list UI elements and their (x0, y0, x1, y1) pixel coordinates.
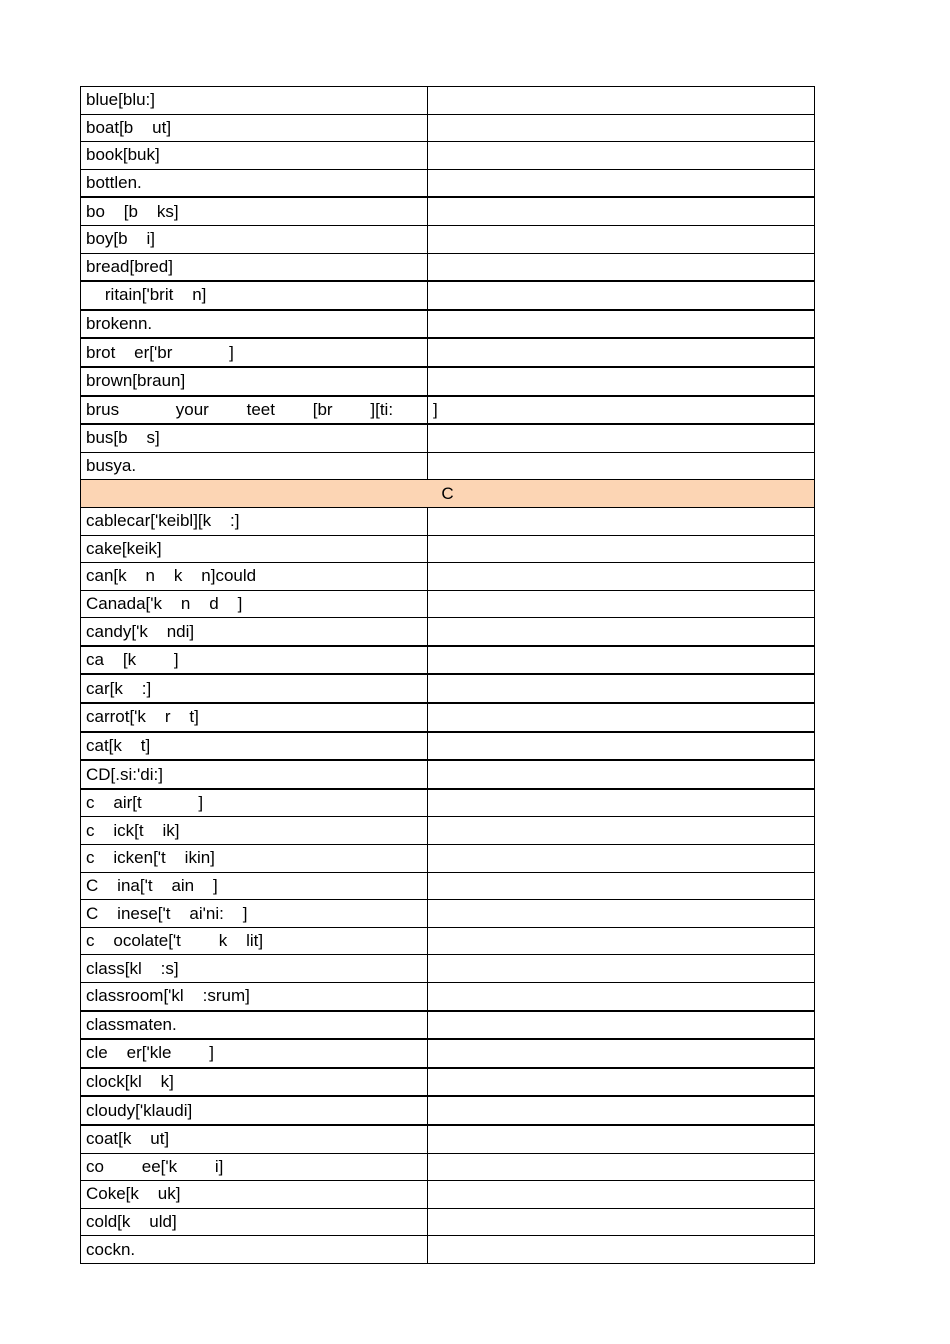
table-row (81, 1208, 815, 1236)
table-row (81, 535, 815, 563)
empty-cell (428, 955, 815, 983)
empty-cell (428, 983, 815, 1011)
empty-cell (428, 1011, 815, 1040)
empty-cell (428, 338, 815, 367)
table-row (81, 338, 815, 367)
word-cell: coat[k ut] (81, 1125, 428, 1153)
word-cell: boy[b i] (81, 225, 428, 253)
empty-cell (428, 310, 815, 339)
empty-cell (428, 1125, 815, 1153)
empty-cell (428, 424, 815, 452)
word-cell: Coke[k uk] (81, 1181, 428, 1209)
empty-cell (428, 1236, 815, 1264)
section-header: C (81, 480, 815, 508)
overflow-cell: ] (428, 396, 815, 425)
word-cell: co ee['k i] (81, 1153, 428, 1181)
table-row (81, 1096, 815, 1125)
table-row (81, 1125, 815, 1153)
table-row (81, 367, 815, 396)
word-cell: bread[bred] (81, 253, 428, 281)
empty-cell (428, 1181, 815, 1209)
word-cell: cle er['kle ] (81, 1039, 428, 1068)
word-cell: can[k n k n]could (81, 563, 428, 591)
empty-cell (428, 142, 815, 170)
table-row (81, 114, 815, 142)
empty-cell (428, 87, 815, 115)
table-row (81, 590, 815, 618)
table-row (81, 618, 815, 646)
empty-cell (428, 563, 815, 591)
word-cell: candy['k ndi] (81, 618, 428, 646)
empty-cell (428, 817, 815, 845)
empty-cell (428, 367, 815, 396)
table-row (81, 87, 815, 115)
empty-cell (428, 646, 815, 675)
word-cell: ritain['brit n] (81, 281, 428, 310)
table-row (81, 760, 815, 789)
table-row (81, 424, 815, 452)
table-row (81, 674, 815, 703)
word-cell: bo [b ks] (81, 197, 428, 225)
empty-cell (428, 1208, 815, 1236)
table-row (81, 900, 815, 928)
table-row (81, 225, 815, 253)
word-cell: cold[k uld] (81, 1208, 428, 1236)
table-row (81, 1039, 815, 1068)
table-row (81, 281, 815, 310)
word-cell: cockn. (81, 1236, 428, 1264)
empty-cell (428, 114, 815, 142)
table-row (81, 507, 815, 535)
table-row (81, 703, 815, 732)
table-row (81, 396, 815, 425)
vocabulary-table (80, 86, 815, 1264)
empty-cell (428, 927, 815, 955)
empty-cell (428, 452, 815, 480)
empty-cell (428, 169, 815, 197)
empty-cell (428, 674, 815, 703)
empty-cell (428, 872, 815, 900)
empty-cell (428, 1096, 815, 1125)
table-row (81, 1153, 815, 1181)
table-row (81, 142, 815, 170)
empty-cell (428, 225, 815, 253)
table-row (81, 845, 815, 873)
word-cell: carrot['k r t] (81, 703, 428, 732)
empty-cell (428, 789, 815, 817)
empty-cell (428, 535, 815, 563)
word-cell: brot er['br ] (81, 338, 428, 367)
word-cell: Canada['k n d ] (81, 590, 428, 618)
word-cell: car[k :] (81, 674, 428, 703)
table-row (81, 197, 815, 225)
word-cell: classmaten. (81, 1011, 428, 1040)
word-cell: cablecar['keibl][k :] (81, 507, 428, 535)
table-row (81, 872, 815, 900)
table-row (81, 732, 815, 761)
table-body (81, 87, 815, 1264)
table-row (81, 452, 815, 480)
table-row (81, 1011, 815, 1040)
word-cell: cake[keik] (81, 535, 428, 563)
empty-cell (428, 900, 815, 928)
table-row (81, 253, 815, 281)
empty-cell (428, 253, 815, 281)
table-row (81, 1236, 815, 1264)
empty-cell (428, 1068, 815, 1097)
table-row (81, 983, 815, 1011)
word-cell: cat[k t] (81, 732, 428, 761)
word-cell: CD[.si:'di:] (81, 760, 428, 789)
section-header-row (81, 480, 815, 508)
word-cell: class[kl :s] (81, 955, 428, 983)
word-cell: c ick[t ik] (81, 817, 428, 845)
word-cell: c air[t ] (81, 789, 428, 817)
word-cell: bus[b s] (81, 424, 428, 452)
empty-cell (428, 507, 815, 535)
empty-cell (428, 590, 815, 618)
empty-cell (428, 845, 815, 873)
empty-cell (428, 760, 815, 789)
empty-cell (428, 618, 815, 646)
word-cell: brus your teet [br ][ti: (81, 396, 428, 425)
word-cell: C inese['t ai'ni: ] (81, 900, 428, 928)
empty-cell (428, 1039, 815, 1068)
table-row (81, 817, 815, 845)
word-cell: boat[b ut] (81, 114, 428, 142)
table-row (81, 563, 815, 591)
table-row (81, 789, 815, 817)
empty-cell (428, 703, 815, 732)
table-row (81, 955, 815, 983)
empty-cell (428, 732, 815, 761)
table-row (81, 646, 815, 675)
empty-cell (428, 197, 815, 225)
empty-cell (428, 281, 815, 310)
word-cell: c icken['t ikin] (81, 845, 428, 873)
table-row (81, 169, 815, 197)
table-row (81, 927, 815, 955)
word-cell: classroom['kl :srum] (81, 983, 428, 1011)
word-cell: brokenn. (81, 310, 428, 339)
table-row (81, 310, 815, 339)
word-cell: c ocolate['t k lit] (81, 927, 428, 955)
table-row (81, 1068, 815, 1097)
word-cell: cloudy['klaudi] (81, 1096, 428, 1125)
empty-cell (428, 1153, 815, 1181)
word-cell: C ina['t ain ] (81, 872, 428, 900)
word-cell: clock[kl k] (81, 1068, 428, 1097)
word-cell: busya. (81, 452, 428, 480)
word-cell: bottlen. (81, 169, 428, 197)
word-cell: brown[braun] (81, 367, 428, 396)
table-row (81, 1181, 815, 1209)
word-cell: book[buk] (81, 142, 428, 170)
word-cell: blue[blu:] (81, 87, 428, 115)
word-cell: ca [k ] (81, 646, 428, 675)
